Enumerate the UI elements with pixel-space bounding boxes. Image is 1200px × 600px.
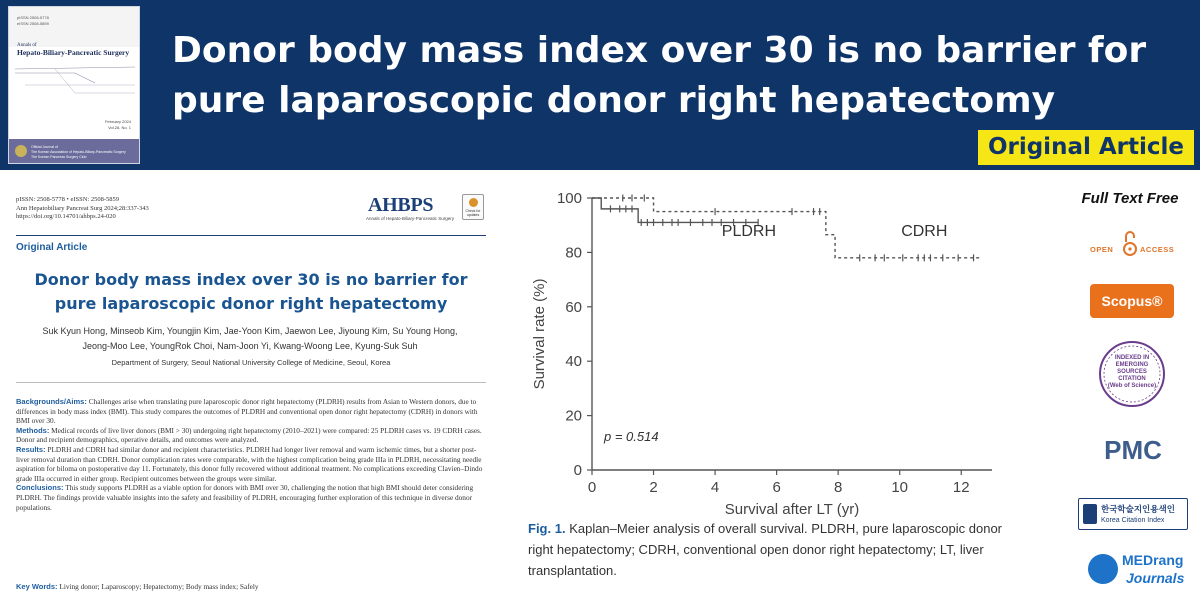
cover-footer [9,139,139,163]
original-article-badge: Original Article [978,130,1194,165]
medrang-logo[interactable] [1088,548,1188,592]
esci-logo[interactable] [1098,340,1166,408]
indexing-sidebar [1060,176,1200,600]
issn-line: pISSN: 2508-5778 • eISSN: 2508-5859 [16,196,120,203]
banner-title: Donor body mass index over 30 is no barrier for pure laparoscopic donor right hepatectomy [172,30,1147,121]
open-lock-icon [1123,230,1137,258]
open-access-label-1: OPEN [1090,245,1114,254]
scopus-logo[interactable]: Scopus® [1090,284,1174,318]
check-for-updates-button[interactable] [462,194,484,220]
affiliation: Department of Surgery, Seoul National University College of Medicine, Seoul, Korea [111,358,391,367]
kci-korean-label: 한국학술지인용색인 [1101,505,1175,515]
y-tick-label: 20 [565,407,582,425]
y-tick-label: 60 [565,298,582,316]
series-label-pldrh: PLDRH [721,223,777,241]
x-tick-label: 8 [833,479,843,496]
cover-footer-text: Official Journal of The Korean Association of Hepato-Biliary-Pancreatic Surgery The Korean Pancreas Surgery Club [31,145,126,159]
kci-english-label: Korea Citation Index [1101,517,1165,524]
cover-date-text: February 2024 Vol.28, No. 1 [104,119,131,130]
y-tick-label: 100 [556,190,582,207]
y-tick-label: 0 [573,462,582,479]
journal-cover[interactable] [8,6,140,164]
x-tick-label: 10 [891,479,909,496]
abstract-background [16,397,488,426]
abstract-heading: Results: [16,444,46,454]
abstract-text: Challenges arise when translating pure laparoscopic donor right hepatectomy (PLDRH) results from Asian to Western donors, due to differences in body mass index (BMI). This study compares the outcomes of PLDRH and conventional open donor right hepatectomy (CDRH) in donors with BMI over 30. [16,397,478,426]
figure-caption [528,518,1008,581]
abstract-results [16,445,488,483]
x-axis-label: Survival after LT (yr) [724,501,860,518]
keywords-heading: Key Words: [16,582,58,591]
paper-title: Donor body mass index over 30 is no barrier for pure laparoscopic donor right hepatectomy [34,270,468,313]
cover-artwork [15,63,135,103]
divider [16,235,486,236]
pmc-logo[interactable]: PMC [1104,435,1162,465]
abstract-text: Medical records of live liver donors (BMI > 30) undergoing right hepatectomy (2010–2021) were compared: 25 PLDRH cases vs. 19 CDRH cases. Donor and recipient demographics, operative details, and outcomes were analyzed. [16,425,482,445]
cover-journal-big: Hepato-Biliary-Pancreatic Surgery [17,48,130,57]
x-tick-label: 4 [710,479,720,496]
check-updates-label: Check for updates [465,209,481,217]
kaplan-meier-svg [520,178,1010,518]
medrang-label: MEDrang [1122,552,1184,568]
cover-top [9,7,139,47]
esci-text: INDEXED IN EMERGING SOURCES CITATION (Web of Science) [1107,355,1157,389]
abstract-text: This study supports PLDRH as a viable option for donors with BMI over 30, challenging the notion that high BMI should deter considering PLDRH. The findings provide valuable insights into the safety and feasibility of PLDRH, encouraging further exploration of this technique in diverse donor populations. [16,483,474,512]
kci-logo[interactable] [1078,498,1188,530]
cover-journal-title [17,43,129,57]
abstract-heading: Backgrounds/Aims: [16,397,87,406]
p-value-label: p = 0.514 [604,429,659,444]
cover-seal-icon [15,145,27,157]
open-access-label-2: ACCESS [1140,245,1175,254]
abstract [16,397,488,512]
cover-issn: pISSN 2508-5778 eISSN 2508-5859 [17,15,49,26]
abstract-methods [16,426,488,445]
abstract-heading: Conclusions: [16,483,64,493]
citation-line: Ann Hepatobiliary Pancreat Surg 2024;28:337-343 [16,204,149,212]
check-updates-icon [469,198,478,207]
full-text-free-label: Full Text Free [1081,190,1179,207]
y-tick-label: 80 [565,244,582,262]
kaplan-meier-chart [520,178,1010,518]
medrang-icon [1088,554,1118,584]
article-section-label: Original Article [16,242,88,253]
x-tick-label: 0 [587,479,597,496]
x-tick-label: 6 [772,479,781,496]
survival-curve-pldrh [592,198,758,222]
y-axis-label: Survival rate (%) [531,278,548,390]
journal-logo: AHBPS [368,194,434,216]
keywords-text: Living donor; Laparoscopy; Hepatectomy; Body mass index; Safely [59,582,259,591]
article-issn [16,196,149,222]
x-tick-label: 12 [952,479,970,496]
article-snapshot [0,176,500,600]
figure-caption-text: Kaplan–Meier analysis of overall survival. PLDRH, pure laparoscopic donor right hepatectomy; CDRH, conventional open donor right hepatectomy; LT, liver transplantation. [528,521,1003,578]
cover-journal-small: Annals of [17,43,37,48]
abstract-heading: Methods: [16,425,50,435]
journal-logo-subtitle: Annals of Hepato-Biliary-Pancreatic Surgery [366,216,455,221]
divider [16,382,486,383]
doi-link[interactable]: https://doi.org/10.14701/ahbps.24-020 [16,213,116,220]
keywords [16,582,488,591]
medrang-journals-label: Journals [1126,570,1185,586]
x-tick-label: 2 [649,479,658,496]
author-list: Suk Kyun Hong, Minseob Kim, Youngjin Kim, Jae-Yoon Kim, Jaewon Lee, Jiyoung Kim, Su Young Hong, Jeong-Moo Lee, YoungRok Choi, Nam-Joon Yi, Kwang-Woong Lee, Kyung-Suk Suh [42,326,458,351]
figure-label: Fig. 1. [528,521,566,536]
cover-date [105,119,131,131]
abstract-conclusions [16,483,488,512]
abstract-text: PLDRH and CDRH had similar donor and recipient characteristics. PLDRH had longer liver removal and warm ischemic times, but a shorter post-liver removal duration than CDRH. Donor complication rates were comparable, with the highest complication being grade IIIa in PLDRH, necessitating needle aspiration for biloma on postoperative day 11. Fortunately, this donor fully recovered without additional treatment. No complications exceeding Clavien–Dindo grade IIIa occurred in either group. Recipient outcomes between the groups were similar. [16,444,483,483]
open-access-logo[interactable] [1090,228,1174,260]
series-label-cdrh: CDRH [901,223,948,241]
kci-icon [1083,504,1097,524]
y-tick-label: 40 [565,353,582,371]
header-banner [0,0,1200,170]
